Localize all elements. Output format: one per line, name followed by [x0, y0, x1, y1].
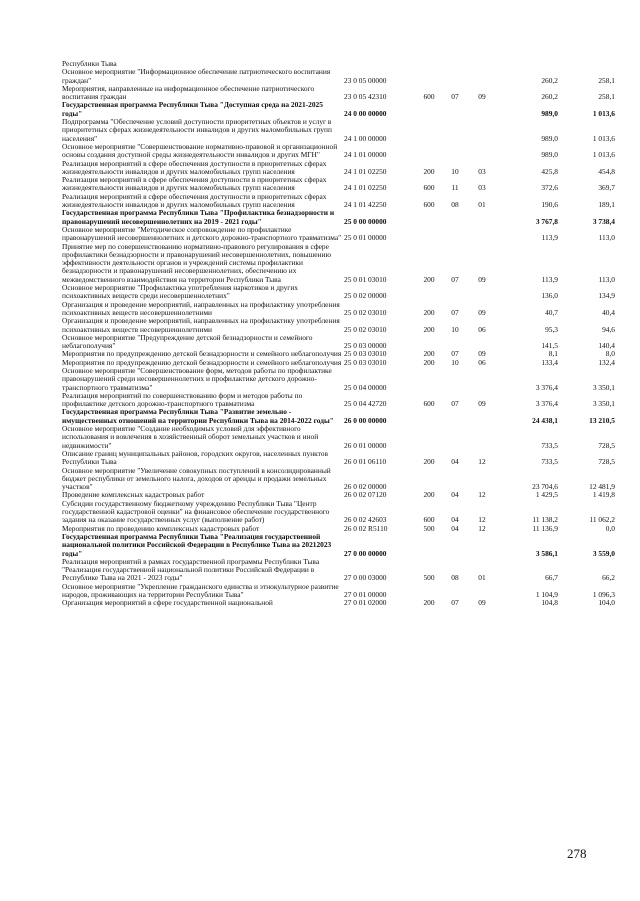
row-amount-1: 113,9: [541, 274, 558, 284]
row-amount-2: 1 096,3: [592, 590, 615, 599]
row-amount-1: 3 767,8: [535, 216, 558, 226]
row-amount-1: 3 586,1: [535, 548, 558, 558]
row-amount-2: 8,0: [605, 349, 615, 359]
program-row: [62, 101, 617, 118]
row-amount-1: 136,0: [541, 291, 558, 301]
row-name: Основное мероприятие "Методическое сопровождение по профилактике правонарушений несовершеннолетних и детского дорожно-транспортного травматизма": [62, 224, 342, 243]
row-amount-2: 258,1: [598, 75, 615, 85]
row-code: 26 0 02 42603: [344, 515, 387, 525]
row-code: 26 0 01 00000: [344, 440, 387, 450]
row-amount-1: 23 704,6: [532, 482, 558, 492]
row-name: Основное мероприятие "Предупреждение детской безнадзорности и семейного неблагополучия": [62, 332, 313, 351]
row-code: 24 0 00 00000: [344, 108, 387, 118]
row-amount-1: 133,4: [541, 357, 558, 367]
row-amount-1: 8,1: [548, 349, 558, 359]
row-code: 24 1 01 02250: [344, 183, 387, 193]
row-amount-1: 260,2: [541, 75, 558, 85]
row-expense-type: 600: [423, 399, 435, 409]
row-amount-2: 1 013,6: [592, 133, 615, 143]
table-row: [62, 583, 617, 600]
row-amount-2: 134,9: [598, 291, 615, 301]
program-row: [62, 533, 617, 558]
row-name: Государственная программа Республики Тыва "Профилактика безнадзорности и правонарушений несовершеннолетних на 2019 - 2021 годы": [62, 208, 335, 226]
table-row: [62, 143, 617, 160]
row-code: 24 1 01 02250: [344, 166, 387, 176]
row-name: Государственная программа Республики Тыва "Развитие земельно - имущественных отношений на территории Республики Тыва на 2014-2022 годы": [62, 407, 334, 425]
row-section: 10: [451, 166, 459, 176]
row-subsection: 01: [478, 200, 486, 210]
table-row: [62, 284, 617, 301]
row-name: Государственная программа Республики Тыва "Доступная среда на 2021-2025 годы": [62, 100, 323, 118]
row-expense-type: 200: [423, 457, 435, 467]
row-code: 26 0 02 07120: [344, 490, 387, 500]
row-amount-1: 104,8: [541, 598, 558, 608]
row-name: Организация и проведение мероприятий, направленных на профилактику употребления психоактивных веществ несовершеннолетними: [62, 299, 340, 317]
row-amount-2: 258,1: [598, 92, 615, 102]
row-code: 26 0 01 06110: [344, 457, 387, 467]
row-code: 23 0 05 42310: [344, 92, 387, 102]
row-code: 24 1 00 00000: [344, 133, 387, 143]
row-code: 26 0 00 00000: [344, 415, 387, 425]
row-subsection: 12: [478, 515, 486, 525]
row-amount-2: 1 419,8: [592, 490, 615, 500]
row-amount-2: 140,4: [598, 341, 615, 351]
row-name: Организация и проведение мероприятий, направленных на профилактику употребления психоактивных веществ несовершеннолетними: [62, 316, 340, 334]
row-amount-2: 113,0: [598, 274, 615, 284]
row-subsection: 09: [478, 274, 486, 284]
row-amount-1: 3 376,4: [535, 382, 558, 392]
row-amount-2: 728,5: [598, 440, 615, 450]
row-amount-1: 989,0: [541, 133, 558, 143]
table-row: [62, 160, 617, 177]
row-expense-type: 600: [423, 183, 435, 193]
row-expense-type: 200: [423, 490, 435, 500]
row-amount-1: 425,8: [541, 166, 558, 176]
row-amount-1: 113,9: [541, 233, 558, 243]
row-amount-1: 989,0: [541, 150, 558, 160]
row-expense-type: 200: [423, 166, 435, 176]
row-name: Государственная программа Республики Тыва "Реализация государственной национальной политики Российской Федерации в Республике Тыва на 20212023 годы": [62, 531, 332, 558]
row-amount-2: 1 013,6: [592, 108, 615, 118]
row-code: 24 1 01 00000: [344, 150, 387, 160]
row-amount-1: 3 376,4: [535, 399, 558, 409]
row-code: 27 0 00 00000: [344, 548, 387, 558]
table-row: [62, 367, 617, 392]
row-expense-type: 200: [423, 307, 435, 317]
row-amount-2: 0,0: [605, 523, 615, 533]
row-amount-2: 1 013,6: [592, 150, 615, 160]
table-row: [62, 334, 617, 351]
row-code: 23 0 05 00000: [344, 75, 387, 85]
row-code: 27 0 01 00000: [344, 590, 387, 599]
row-subsection: 09: [478, 399, 486, 409]
table-row: [62, 68, 617, 85]
row-section: 07: [451, 92, 459, 102]
row-subsection: 12: [478, 490, 486, 500]
row-amount-1: 11 136,9: [532, 523, 558, 533]
row-subsection: 09: [478, 307, 486, 317]
row-amount-2: 3 350,1: [592, 382, 615, 392]
row-name: Принятие мер по совершенствованию нормативно-правового регулирования в сфере профилактики безнадзорности и правонарушений несовершеннолетних, повышению эффективности деятельности органов и учреждений системы профилактики безнадзорности и правонарушений несовершеннолетних, обеспечению их межведомственного взаимодействия на территории Республики Тыва: [62, 241, 331, 284]
row-amount-2: 3 738,4: [592, 216, 615, 226]
row-code: 25 0 01 03010: [344, 274, 387, 284]
row-section: 04: [451, 515, 459, 525]
row-amount-2: 66,2: [602, 573, 615, 583]
row-name: Основное мероприятие "Укрепление гражданского единства и этнокультурное развитие народов, проживающих на территории Республики Тыва": [62, 581, 339, 599]
row-code: 27 0 00 03000: [344, 573, 387, 583]
row-amount-2: 12 481,9: [589, 482, 615, 492]
table-row: [62, 85, 617, 102]
row-name: Проведение комплексных кадастровых работ: [62, 490, 205, 500]
row-amount-2: 189,1: [598, 200, 615, 210]
row-subsection: 03: [478, 183, 486, 193]
row-code: 25 0 02 03010: [344, 324, 387, 334]
row-amount-1: 40,7: [545, 307, 558, 317]
row-amount-1: 989,0: [541, 108, 558, 118]
table-row: [62, 176, 617, 193]
row-expense-type: 500: [423, 573, 435, 583]
row-expense-type: 200: [423, 357, 435, 367]
program-row: [62, 408, 617, 425]
row-amount-1: 24 438,1: [532, 415, 558, 425]
row-name: Мероприятия по предупреждению детской безнадзорности и семейного неблагополучия: [62, 357, 342, 367]
row-amount-2: 3 350,1: [592, 399, 615, 409]
row-expense-type: 200: [423, 598, 435, 608]
row-section: 07: [451, 598, 459, 608]
row-amount-2: 369,7: [598, 183, 615, 193]
row-amount-1: 1 429,5: [535, 490, 558, 500]
row-amount-2: 113,0: [598, 233, 615, 243]
row-section: 08: [451, 573, 459, 583]
row-amount-1: 11 138,2: [532, 515, 558, 525]
row-section: 10: [451, 324, 459, 334]
row-section: 07: [451, 274, 459, 284]
row-section: 10: [451, 357, 459, 367]
row-amount-2: 104,0: [598, 598, 615, 608]
page-number: 278: [567, 846, 587, 861]
table-row: [62, 558, 617, 583]
row-amount-1: 260,2: [541, 92, 558, 102]
row-amount-2: 3 559,0: [592, 548, 615, 558]
table-row: [62, 599, 617, 607]
row-code: 25 0 02 03010: [344, 307, 387, 317]
table-row: [62, 392, 617, 409]
row-name: Организация мероприятий в сфере государственной национальной: [62, 598, 273, 608]
row-subsection: 12: [478, 457, 486, 467]
row-section: 04: [451, 490, 459, 500]
row-subsection: 06: [478, 324, 486, 334]
row-amount-2: 40,4: [602, 307, 615, 317]
table-row: [62, 467, 617, 492]
row-name: Субсидии государственному бюджетному учреждению Республики Тыва "Центр государственной кадастровой оценки" на финансовое обеспечение государственного задания на оказание государственных услуг (выполнение работ): [62, 498, 330, 525]
row-name: Мероприятия по проведению комплексных кадастровых работ: [62, 523, 260, 533]
row-name: Основное мероприятие "Совершенствование форм, методов работы по профилактике правонарушений среди несовершеннолетних и профилактике детского дорожно-транспортного травматизма": [62, 365, 332, 392]
row-amount-1: 141,5: [541, 341, 558, 351]
table-row: [62, 317, 617, 334]
row-subsection: 01: [478, 573, 486, 583]
row-amount-2: 11 062,2: [589, 515, 615, 525]
row-name: Основное мероприятие "Профилактика употребления наркотиков и других психоактивных веществ среди несовершеннолетних": [62, 283, 298, 301]
row-amount-2: 728,5: [598, 457, 615, 467]
row-amount-2: 132,4: [598, 357, 615, 367]
row-expense-type: 600: [423, 200, 435, 210]
row-subsection: 09: [478, 92, 486, 102]
table-row: [62, 500, 617, 525]
row-code: 25 0 02 00000: [344, 291, 387, 301]
row-amount-1: 733,5: [541, 457, 558, 467]
row-name: Основное мероприятие "Увеличение совокупных поступлений в консолидированный бюджет республики от земельного налога, доходов от аренды и продажи земельных участков": [62, 465, 331, 492]
row-name: Мероприятия по предупреждению детской безнадзорности и семейного неблагополучия: [62, 349, 342, 359]
row-name: Мероприятия, направленные на информационное обеспечение патриотического воспитания граждан: [62, 83, 315, 102]
row-name: Основное мероприятие "Создание необходимых условий для эффективного использования и вовлечения в хозяйственный оборот земельных участков и иной недвижимости": [62, 424, 319, 450]
row-amount-1: 66,7: [545, 573, 558, 583]
row-amount-2: 94,6: [602, 324, 615, 334]
row-amount-2: 13 210,5: [589, 415, 615, 425]
row-code: 24 1 01 42250: [344, 200, 387, 210]
row-subsection: 09: [478, 598, 486, 608]
table-row: [62, 243, 617, 284]
table-row: [62, 226, 617, 243]
row-subsection: 09: [478, 349, 486, 359]
table-row: [62, 425, 617, 450]
row-name: Реализация мероприятий в сфере обеспечения доступности в приоритетных сферах жизнедеятельности инвалидов и других маломобильных групп населения: [62, 158, 327, 176]
table-row: [62, 450, 617, 467]
row-name: Основное мероприятие "Совершенствование нормативно-правовой и организационной основы создания доступной среды жизнедеятельности инвалидов и других МГН": [62, 141, 338, 160]
row-subsection: 06: [478, 357, 486, 367]
row-name: Подпрограмма "Обеспечение условий доступности приоритетных объектов и услуг в приоритетных сферах жизнедеятельности инвалидов и других маломобильных групп населения": [62, 117, 332, 143]
row-name: Основное мероприятие "Информационное обеспечение патриотического воспитания граждан": [62, 67, 331, 85]
row-expense-type: 200: [423, 349, 435, 359]
row-amount-1: 95,3: [545, 324, 558, 334]
row-amount-2: 454,8: [598, 166, 615, 176]
row-expense-type: 500: [423, 523, 435, 533]
row-name: Реализация мероприятий по совершенствованию форм и методов работы по профилактике детского дорожно-транспортного травматизма: [62, 390, 303, 409]
row-amount-1: 190,6: [541, 200, 558, 210]
row-subsection: 12: [478, 523, 486, 533]
row-section: 08: [451, 200, 459, 210]
row-section: 11: [451, 183, 459, 193]
row-section: 07: [451, 399, 459, 409]
row-section: 07: [451, 349, 459, 359]
row-code: 25 0 04 42720: [344, 399, 387, 409]
row-name: Республики Тыва: [62, 59, 117, 68]
table-row: [62, 118, 617, 143]
row-expense-type: 600: [423, 92, 435, 102]
row-amount-1: 733,5: [541, 440, 558, 450]
row-section: 04: [451, 457, 459, 467]
row-expense-type: 200: [423, 324, 435, 334]
row-code: 25 0 03 03010: [344, 357, 387, 367]
table-row: [62, 301, 617, 318]
row-code: 26 0 02 00000: [344, 482, 387, 492]
table-row: [62, 193, 617, 210]
row-amount-1: 372,6: [541, 183, 558, 193]
row-amount-1: 1 104,9: [535, 590, 558, 599]
budget-table: [62, 60, 617, 608]
row-name: Реализация мероприятий в рамках государственной программы Республики Тыва "Реализация государственной национальной политики Российской Федерации в Республике Тыва на 2021 - 2023 годы": [62, 556, 320, 583]
row-name: Описание границ муниципальных районов, городских округов, населенных пунктов Республики Тыва: [62, 448, 328, 467]
row-name: Реализация мероприятий в сфере обеспечения доступности в приоритетных сферах жизнедеятельности инвалидов и других маломобильных групп населения: [62, 191, 327, 210]
row-code: 25 0 01 00000: [344, 233, 387, 243]
row-expense-type: 200: [423, 274, 435, 284]
row-code: 27 0 01 02000: [344, 598, 387, 608]
row-code: 25 0 04 00000: [344, 382, 387, 392]
row-code: 25 0 03 00000: [344, 341, 387, 351]
row-code: 26 0 02 R5110: [344, 523, 388, 533]
row-section: 04: [451, 523, 459, 533]
row-name: Реализация мероприятий в сфере обеспечения доступности в приоритетных сферах жизнедеятельности инвалидов и других маломобильных групп населения: [62, 175, 327, 193]
row-code: 25 0 00 00000: [344, 216, 387, 226]
row-section: 07: [451, 307, 459, 317]
row-subsection: 03: [478, 166, 486, 176]
row-expense-type: 600: [423, 515, 435, 525]
program-row: [62, 209, 617, 226]
row-code: 25 0 03 03010: [344, 349, 387, 359]
